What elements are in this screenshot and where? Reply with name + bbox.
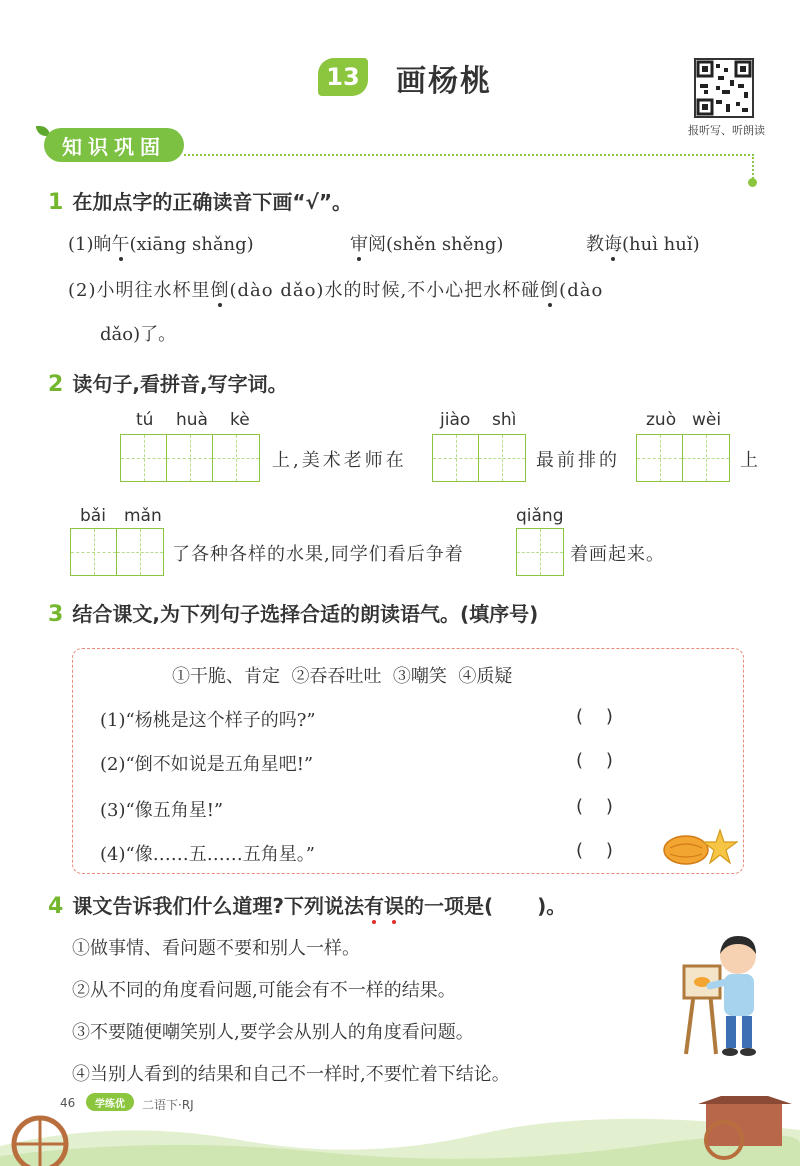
q1-item2-pinyin[interactable]: (dào dǎo)水的时候,不小心把水杯碰 [229, 280, 541, 301]
q1-item-1 [68, 230, 254, 256]
question-number: 1 [48, 190, 64, 215]
answer-blank[interactable]: ( ) [576, 840, 613, 861]
grid-cell[interactable] [433, 435, 479, 481]
brand-badge: 学练优 [86, 1093, 134, 1111]
boy-painting-illustration [680, 932, 770, 1062]
question-prompt-end: 的一项是( [404, 894, 494, 918]
writing-grid[interactable] [70, 528, 164, 576]
q3-item: (2)“倒不如说是五角星吧!” [100, 754, 314, 775]
q3-item: (4)“像……五……五角星。” [100, 844, 315, 865]
pinyin: jiào [440, 410, 471, 430]
writing-grid[interactable] [516, 528, 564, 576]
dotted-char: 审 [350, 230, 368, 256]
q3-item: (1)“杨桃是这个样子的吗?” [100, 710, 316, 731]
question-prompt: 课文告诉我们什么道理?下列说法 [72, 894, 365, 918]
pinyin: mǎn [124, 506, 162, 526]
q3-item: (3)“像五角星!” [100, 800, 224, 821]
q1-item1-pinyin[interactable]: (xiāng shǎng) [129, 234, 254, 255]
q4-option[interactable]: ①做事情、看问题不要和别人一样。 [72, 938, 360, 959]
writing-grid[interactable] [636, 434, 730, 482]
q1-item1c-text: 教 [586, 234, 604, 255]
answer-blank[interactable]: ( ) [576, 750, 613, 771]
q1-item1c-pinyin[interactable]: (huì huǐ) [622, 234, 700, 255]
pinyin: wèi [692, 410, 722, 430]
q1-item-1b [350, 230, 503, 256]
q1-item-2 [68, 276, 603, 302]
question-3-header [48, 598, 538, 627]
lesson-title: 画杨桃 [396, 64, 492, 99]
question-2-header [48, 368, 288, 397]
answer-blank[interactable]: ( ) [576, 796, 613, 817]
writing-grid[interactable] [120, 434, 260, 482]
q1-item2-text: (2)小明往水杯里 [68, 280, 211, 301]
q2-text: 上 [740, 450, 758, 471]
question-1-header [48, 186, 352, 215]
q1-item1-text: (1)晌 [68, 234, 112, 255]
q1-item1b-pinyin[interactable]: 阅(shěn shěng) [368, 234, 504, 255]
grid-cell[interactable] [167, 435, 213, 481]
grid-cell[interactable] [683, 435, 729, 481]
question-number: 2 [48, 372, 64, 397]
pinyin: qiǎng [516, 506, 564, 526]
divider [184, 154, 754, 156]
q3-options: ①干脆、肯定 ②吞吞吐吐 ③嘲笑 ④质疑 [172, 666, 513, 687]
question-prompt: 读句子,看拼音,写字词。 [72, 372, 288, 396]
pinyin: bǎi [80, 506, 106, 526]
writing-grid[interactable] [432, 434, 526, 482]
q4-option[interactable]: ④当别人看到的结果和自己不一样时,不要忙着下结论。 [72, 1064, 510, 1085]
q2-text: 着画起来。 [570, 544, 665, 565]
question-prompt: 在加点字的正确读音下画“√”。 [72, 190, 353, 214]
section-title: 知识巩固 [44, 128, 184, 162]
answer-blank[interactable]: ( ) [576, 706, 613, 727]
dotted-char: 诲 [604, 230, 622, 256]
q1-item2-pinyin2[interactable]: (dào [559, 280, 604, 301]
emphasis-char: 误 [384, 890, 404, 919]
question-number: 3 [48, 602, 64, 627]
pinyin: huà [176, 410, 208, 430]
question-4-header [48, 890, 566, 919]
grid-cell[interactable] [637, 435, 683, 481]
q2-text: 了各种各样的水果,同学们看后争着 [172, 544, 464, 565]
pinyin: kè [230, 410, 250, 430]
qr-code-icon[interactable] [694, 58, 754, 118]
emphasis-char: 有 [364, 890, 384, 919]
question-prompt: 结合课文,为下列句子选择合适的朗读语气。(填序号) [72, 602, 539, 626]
pinyin: zuò [646, 410, 677, 430]
starfruit-icon [662, 826, 740, 870]
dotted-char: 倒 [211, 276, 230, 302]
dotted-char: 倒 [540, 276, 559, 302]
q2-text: 最前排的 [536, 450, 620, 471]
grade-label: 二语下·RJ [142, 1098, 194, 1112]
page-number: 46 [60, 1096, 76, 1110]
q1-item-1c [586, 230, 700, 256]
qr-label: 报听写、听朗读 [688, 124, 765, 137]
grid-cell[interactable] [121, 435, 167, 481]
grid-cell[interactable] [213, 435, 259, 481]
question-number: 4 [48, 894, 64, 919]
pinyin: shì [492, 410, 517, 430]
question-prompt-close: )。 [537, 894, 567, 918]
grid-cell[interactable] [71, 529, 117, 575]
grid-cell[interactable] [517, 529, 563, 575]
divider-dot [748, 178, 757, 187]
grid-cell[interactable] [479, 435, 525, 481]
grid-cell[interactable] [117, 529, 163, 575]
dotted-char: 午 [112, 230, 130, 256]
q1-item-2-cont[interactable]: dǎo)了。 [100, 324, 177, 345]
q2-text: 上,美术老师在 [272, 450, 407, 471]
lesson-number-badge: 13 [318, 58, 368, 96]
q4-option[interactable]: ②从不同的角度看问题,可能会有不一样的结果。 [72, 980, 456, 1001]
pinyin: tú [136, 410, 154, 430]
q4-option[interactable]: ③不要随便嘲笑别人,要学会从别人的角度看问题。 [72, 1022, 474, 1043]
